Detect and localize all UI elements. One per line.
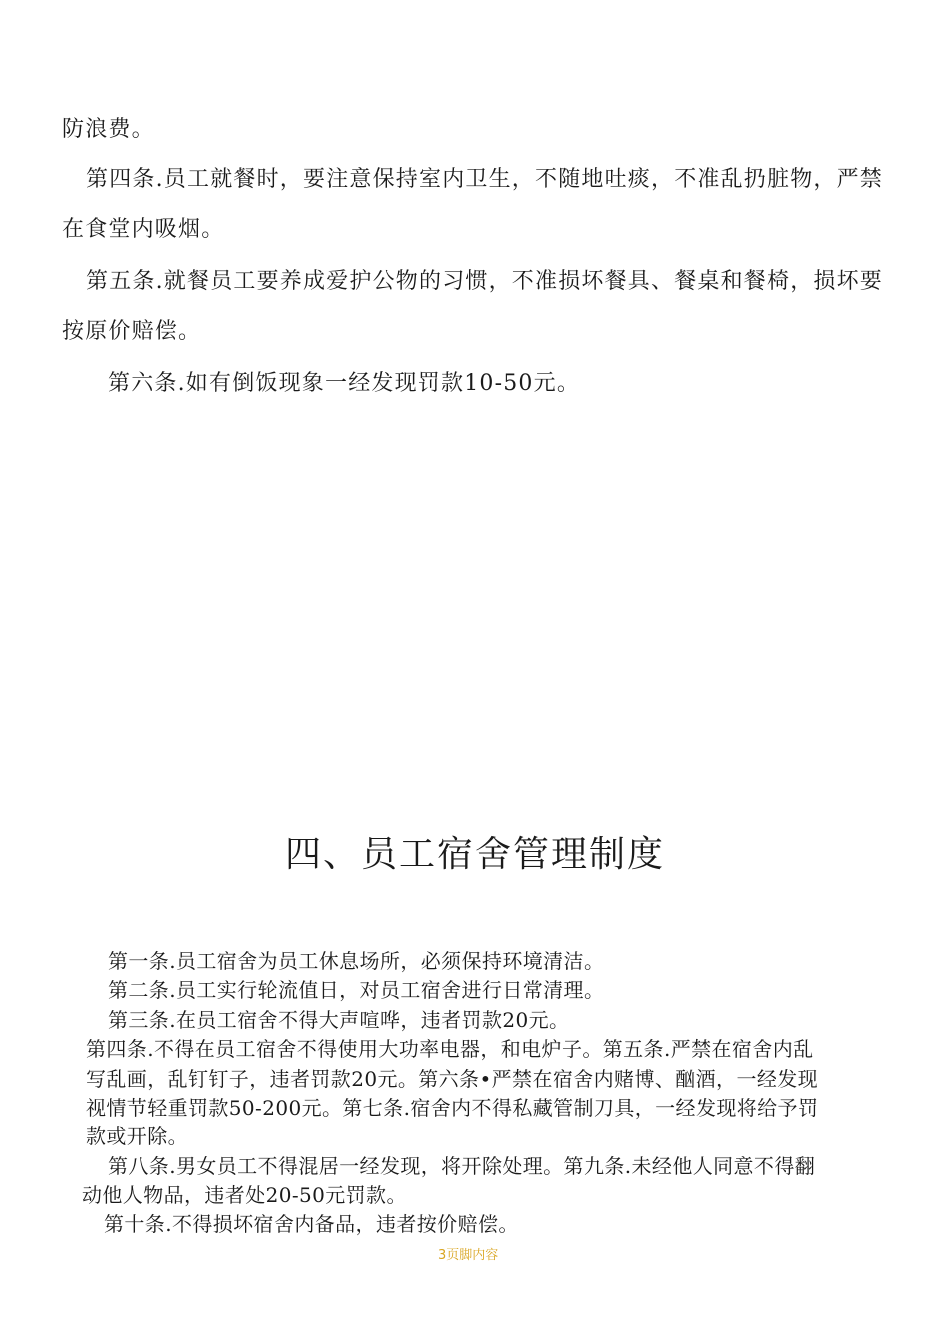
- body-line: 第五条.就餐员工要养成爱护公物的习惯，不准损坏餐具、餐桌和餐椅，损坏要: [86, 269, 883, 294]
- rule-line: 第十条.不得损坏宿舍内备品，违者按价赔偿。: [104, 1212, 519, 1236]
- body-line: 按原价赔偿。: [62, 319, 202, 344]
- rule-line: 视情节轻重罚款50-200元。第七条.宿舍内不得私藏管制刀具，一经发现将给予罚: [86, 1096, 819, 1120]
- rule-line: 第一条.员工宿舍为员工休息场所，必须保持环境清洁。: [108, 949, 605, 973]
- page-footer: 3页脚内容: [438, 1248, 499, 1263]
- body-line: 防浪费。: [62, 117, 155, 142]
- rule-line: 第三条.在员工宿舍不得大声喧哗，违者罚款20元。: [108, 1008, 570, 1032]
- rule-line: 第八条.男女员工不得混居一经发现，将开除处理。第九条.未经他人同意不得翻: [108, 1154, 816, 1178]
- body-line: 第四条.员工就餐时，要注意保持室内卫生，不随地吐痰，不准乱扔脏物，严禁: [86, 167, 883, 192]
- rule-line: 动他人物品，违者处20-50元罚款。: [82, 1183, 407, 1207]
- body-line: 第六条.如有倒饭现象一经发现罚款10-50元。: [108, 371, 581, 396]
- rule-line: 款或开除。: [86, 1124, 188, 1148]
- rule-line: 写乱画，乱钉钉子，违者罚款20元。第六条•严禁在宿舍内赌博、酗酒，一经发现: [86, 1067, 819, 1091]
- rule-line: 第二条.员工实行轮流值日，对员工宿舍进行日常清理。: [108, 978, 605, 1002]
- section-title: 四、员工宿舍管理制度: [284, 834, 665, 875]
- rule-line: 第四条.不得在员工宿舍不得使用大功率电器，和电炉子。第五条.严禁在宿舍内乱: [86, 1037, 814, 1061]
- body-line: 在食堂内吸烟。: [62, 217, 225, 242]
